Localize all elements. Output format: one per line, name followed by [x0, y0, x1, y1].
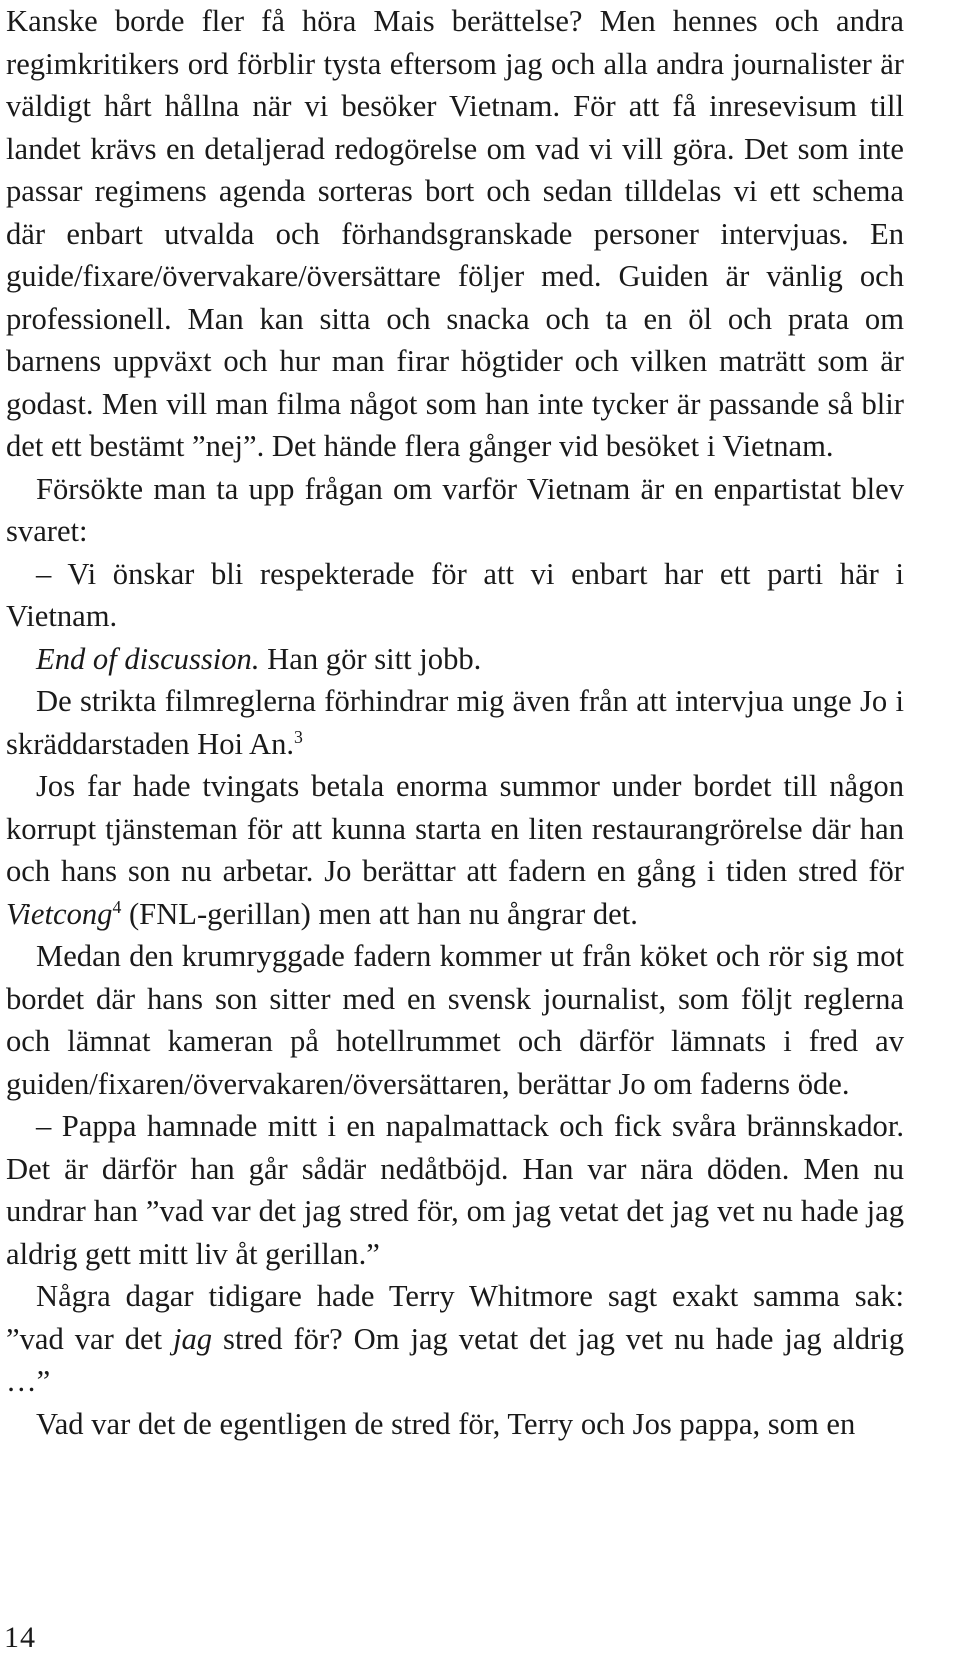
- italic-vietcong: Vietcong: [6, 896, 113, 931]
- text-han-gor-sitt-jobb: Han gör sitt jobb.: [259, 641, 482, 676]
- paragraph-one-party-question: Försökte man ta upp frågan om varför Vietnam är en enpartistat blev svaret:: [6, 471, 904, 548]
- paragraph-mai-story: Kanske borde fler få höra Mais berättelse? Men hennes och andra regimkritikers ord förblir tysta eftersom jag och alla andra journalister är väldigt hårt hållna när vi besöker Vietnam. För att få inresevisum till landet krävs en detaljerad redogörelse om vad vi vill göra. Det som inte passar regimens agenda sorteras bort och sedan tilldelas vi ett schema där enbart utvalda och förhandsgranskade personer intervjuas. En guide/fixare/övervakare/översättare följer med. Guiden är vänlig och professionell. Man kan sitta och snacka och ta en öl och prata om barnens uppväxt och hur man firar högtider och vilken maträtt som är godast. Men vill man filma något som han inte tycker är passande så blir det ett bestämt ”nej”. Det hände flera gånger vid besöket i Vietnam.: [6, 4, 904, 463]
- paragraph-terry-whitmore: [6, 1275, 904, 1403]
- paragraph-film-rules: [6, 680, 904, 765]
- text-jos-father: Jos far hade tvingats betala enorma summor under bordet till någon korrupt tjänsteman för att kunna starta en liten restaurangrörelse där han och hans son nu arbetar. Jo berättar att fadern en gång i tiden stred för: [6, 769, 904, 888]
- footnote-ref-3: 3: [294, 726, 303, 747]
- paragraph-guide-answer: – Vi önskar bli respekterade för att vi enbart har ett parti här i Vietnam.: [6, 556, 904, 633]
- paragraph-hunchbacked-father: Medan den krumryggade fadern kommer ut från köket och rör sig mot bordet där hans son sitter med en svensk journalist, som följt reglerna och lämnat kameran på hotellrummet och därför lämnats i fred av guiden/fixaren/övervakaren/översättaren, berättar Jo om faderns öde.: [6, 939, 904, 1101]
- text-terry-a: Några dagar tidigare hade Terry Whitmore sagt exakt samma sak: ”vad var det: [6, 1279, 904, 1356]
- book-page-text: [6, 0, 904, 1445]
- text-film-rules: De strikta filmreglerna förhindrar mig även från att intervjua unge Jo i skräddarstaden Hoi An.: [6, 684, 904, 761]
- text-terry-b: stred för? Om jag vetat det jag vet nu hade jag aldrig …”: [6, 1321, 905, 1398]
- italic-jag: jag: [173, 1321, 213, 1356]
- paragraph-what-they-fought-for: Vad var det de egentligen de stred för, Terry och Jos pappa, som en: [36, 1406, 856, 1441]
- text-fnl-gerillan: (FNL-gerillan) men att han nu ångrar det.: [121, 896, 638, 931]
- italic-end-of-discussion: End of discussion.: [36, 641, 260, 676]
- paragraph-napalm-quote: – Pappa hamnade mitt i en napalmattack och fick svåra brännskador. Det är därför han går sådär nedåtböjd. Han var nära döden. Men nu undrar han ”vad var det jag stred för, om jag vetat det jag vet nu hade jag aldrig gett mitt liv åt gerillan.”: [6, 1109, 904, 1271]
- paragraph-end-of-discussion: [6, 638, 904, 681]
- footnote-ref-4: 4: [112, 896, 122, 917]
- paragraph-jos-father: [6, 765, 904, 935]
- page-number: 14: [4, 1621, 36, 1654]
